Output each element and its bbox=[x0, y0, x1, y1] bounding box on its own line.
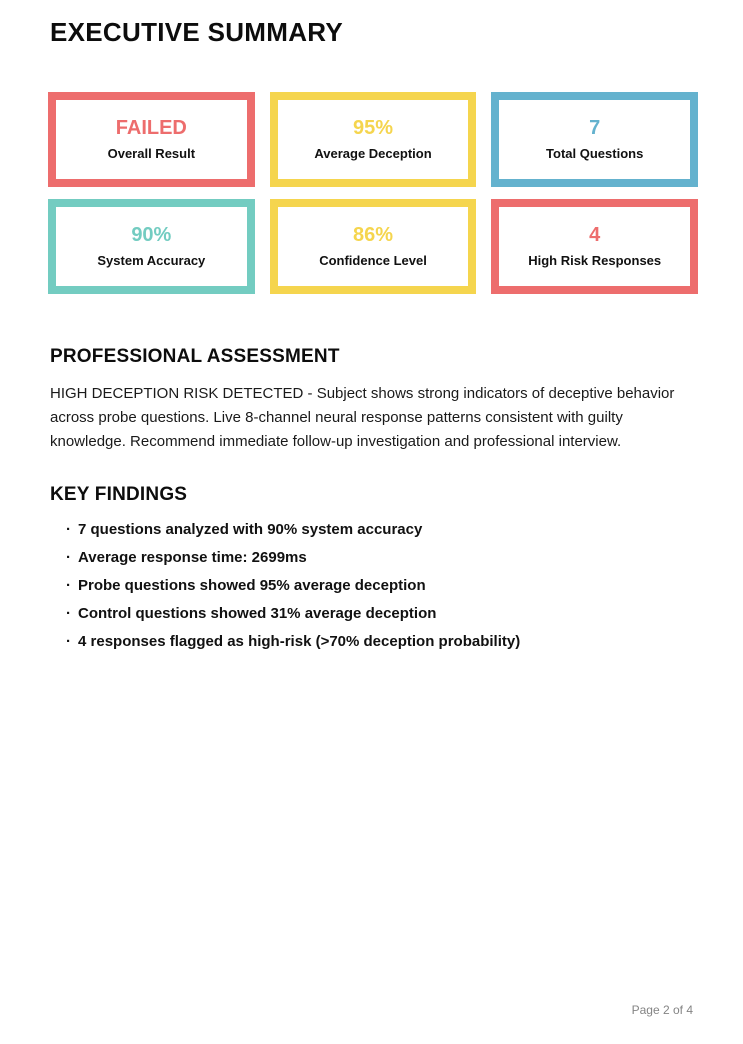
stat-label: Confidence Level bbox=[319, 253, 427, 269]
stat-value: FAILED bbox=[115, 117, 187, 140]
bullet-marker: · bbox=[66, 604, 71, 622]
bullet-marker: · bbox=[66, 632, 71, 650]
list-item bbox=[66, 606, 698, 621]
page-title: EXECUTIVE SUMMARY bbox=[50, 17, 344, 47]
stat-value: 86% bbox=[352, 224, 394, 247]
professional-assessment-heading: PROFESSIONAL ASSESSMENT bbox=[50, 345, 340, 367]
stat-value: 4 bbox=[589, 224, 601, 247]
list-item-text: 7 questions analyzed with 90% system accuracy bbox=[78, 520, 423, 538]
key-findings-heading: KEY FINDINGS bbox=[50, 483, 188, 505]
list-item-text: 4 responses flagged as high-risk (>70% deception probability) bbox=[78, 632, 521, 650]
report-page bbox=[48, 0, 698, 662]
stat-label: System Accuracy bbox=[97, 253, 206, 269]
stat-value: 7 bbox=[589, 117, 601, 140]
stat-cards-grid bbox=[48, 92, 698, 294]
list-item bbox=[66, 634, 698, 649]
stat-value: 90% bbox=[131, 224, 172, 247]
list-item bbox=[66, 578, 698, 593]
stat-cards-row-1 bbox=[48, 92, 698, 187]
list-item-text: Control questions showed 31% average deception bbox=[78, 604, 437, 622]
stat-cards-row-2 bbox=[48, 199, 698, 294]
stat-label: Overall Result bbox=[107, 146, 196, 162]
stat-label: Average Deception bbox=[314, 146, 432, 162]
stat-card-confidence-level bbox=[270, 199, 477, 294]
assessment-paragraph: HIGH DECEPTION RISK DETECTED - Subject shows strong indicators of deceptive behavior across probe questions. Live 8-channel neural response patterns consistent with guilty knowledge. Recommend immediate follow-up investigation and professional interview. bbox=[50, 384, 675, 450]
list-item bbox=[66, 522, 698, 537]
stat-label: High Risk Responses bbox=[528, 253, 662, 269]
stat-value: 95% bbox=[352, 117, 394, 140]
list-item-text: Probe questions showed 95% average deception bbox=[78, 576, 426, 594]
stat-card-average-deception bbox=[270, 92, 477, 187]
list-item bbox=[66, 550, 698, 565]
bullet-marker: · bbox=[66, 576, 71, 594]
page-number: Page 2 of 4 bbox=[631, 1003, 693, 1017]
stat-card-total-questions bbox=[491, 92, 698, 187]
bullet-marker: · bbox=[66, 520, 71, 538]
list-item-text: Average response time: 2699ms bbox=[78, 548, 307, 566]
stat-card-high-risk-responses bbox=[491, 199, 698, 294]
key-findings-list bbox=[48, 522, 698, 649]
stat-card-system-accuracy bbox=[48, 199, 255, 294]
stat-label: Total Questions bbox=[546, 146, 644, 162]
bullet-marker: · bbox=[66, 548, 71, 566]
stat-card-overall-result bbox=[48, 92, 255, 187]
